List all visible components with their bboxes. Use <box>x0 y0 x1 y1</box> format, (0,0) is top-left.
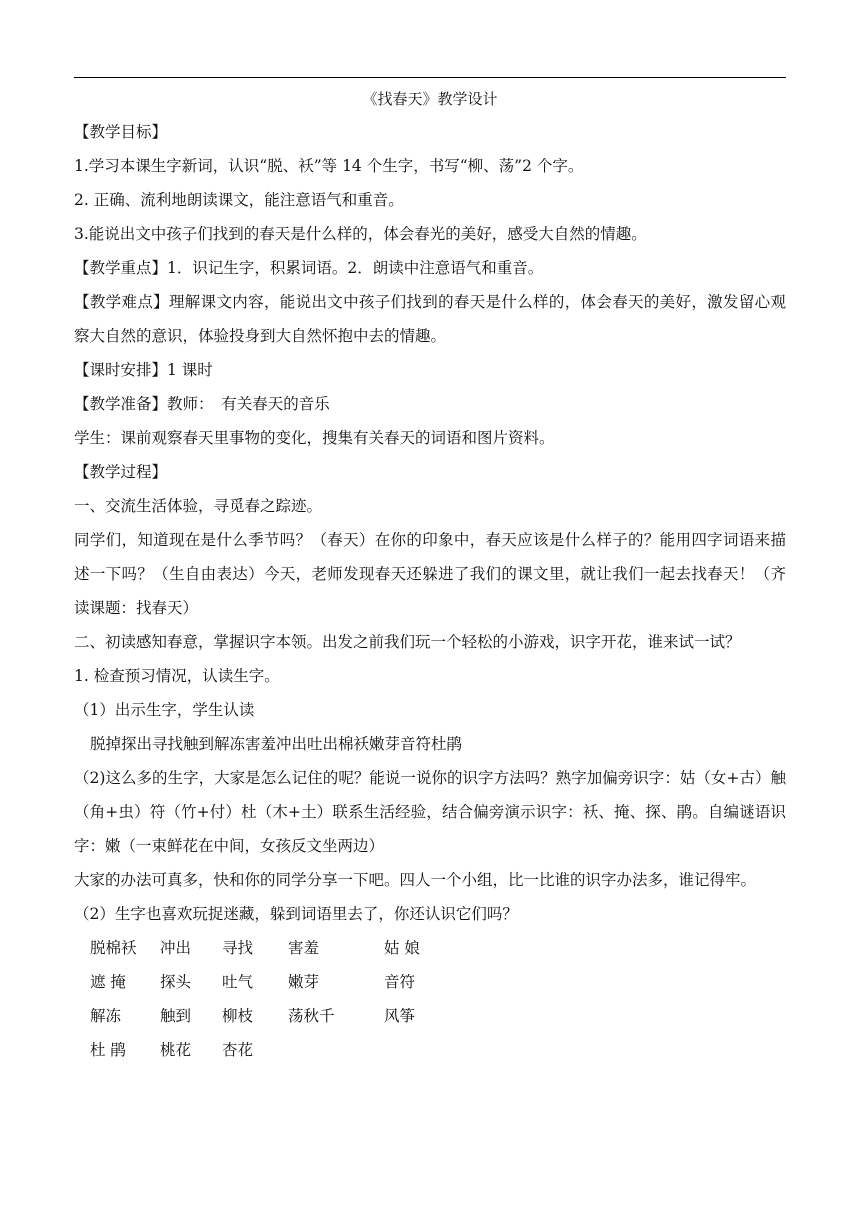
word-table <box>90 931 464 1067</box>
difficult-points: 【教学难点】理解课文内容，能说出文中孩子们找到的春天是什么样的，体会春天的美好，激发留心观察大自然的意识，体验投身到大自然怀抱中去的情趣。 <box>74 293 786 345</box>
substep-check-preview: 1. 检查预习情况，认读生字。 <box>74 667 280 685</box>
document-title: 《找春天》教学设计 <box>362 90 498 108</box>
document-body <box>74 115 786 1067</box>
objective-1: 1.学习本课生字新词，认识“脱、袄”等 14 个生字，书写“柳、荡”2 个字。 <box>74 157 584 175</box>
step-1-paragraph: 同学们，知道现在是什么季节吗？（春天）在你的印象中，春天应该是什么样子的？能用四字词语来描述一下吗？（生自由表达）今天，老师发现春天还躲进了我们的课文里，就让我们一起去找春天！（齐读课题：找春天） <box>74 531 786 617</box>
word-row <box>90 965 464 999</box>
word-cell: 荡秋千 <box>288 1007 335 1025</box>
word-cell: 脱棉袄 <box>90 939 137 957</box>
word-cell: 风筝 <box>384 1007 416 1025</box>
preparation-student: 学生：课前观察春天里事物的变化，搜集有关春天的词语和图片资料。 <box>74 429 555 447</box>
word-cell: 姑 娘 <box>384 939 420 957</box>
word-cell: 寻找 <box>222 939 254 957</box>
word-cell: 柳枝 <box>222 1007 254 1025</box>
step-1-heading: 一、交流生活体验，寻觅春之踪迹。 <box>74 497 323 515</box>
word-row <box>90 999 464 1033</box>
section-heading-process: 【教学过程】 <box>74 463 168 481</box>
word-cell: 害羞 <box>288 939 320 957</box>
word-row <box>90 1033 464 1067</box>
key-points: 【教学重点】1．识记生字，积累词语。2．朗读中注意语气和重音。 <box>74 259 544 277</box>
word-cell: 触到 <box>160 1007 192 1025</box>
header-rule <box>74 77 786 78</box>
word-cell: 解冻 <box>90 1007 122 1025</box>
objective-2: 2. 正确、流利地朗读课文，能注意语气和重音。 <box>74 191 404 209</box>
section-heading-objectives: 【教学目标】 <box>74 123 168 141</box>
preparation-teacher: 【教学准备】教师： 有关春天的音乐 <box>74 395 330 413</box>
objective-3: 3.能说出文中孩子们找到的春天是什么样的，体会春光的美好，感受大自然的情趣。 <box>74 225 647 243</box>
word-cell: 吐气 <box>222 973 254 991</box>
share-paragraph: 大家的办法可真多，快和你的同学分享一下吧。四人一个小组，比一比谁的识字办法多，谁记得牢。 <box>74 871 757 889</box>
word-cell: 杜 鹃 <box>90 1041 126 1059</box>
word-cell <box>384 1033 464 1067</box>
word-cell: 探头 <box>160 973 192 991</box>
word-cell: 桃花 <box>160 1041 192 1059</box>
substep-words-game: （2）生字也喜欢玩捉迷藏，躲到词语里去了，你还认识它们吗？ <box>74 905 518 923</box>
memory-methods-paragraph: （2)这么多的生字，大家是怎么记住的呢？能说一说你的识字方法吗？熟字加偏旁识字：姑（女+古）触（角+虫）符（竹+付）杜（木+土）联系生活经验，结合偏旁演示识字：袄、掩、探、鹃。自编谜语识字：嫩（一束鲜花在中间，女孩反文坐两边） <box>74 769 786 855</box>
new-characters-list: 脱掉探出寻找触到解冻害羞冲出吐出棉袄嫩芽音符杜鹃 <box>90 735 463 753</box>
word-cell: 音符 <box>384 973 416 991</box>
word-cell: 嫩芽 <box>288 973 320 991</box>
word-cell: 遮 掩 <box>90 973 126 991</box>
word-cell: 冲出 <box>160 939 192 957</box>
word-cell <box>288 1033 384 1067</box>
step-2-heading: 二、初读感知春意，掌握识字本领。出发之前我们玩一个轻松的小游戏，识字开花，谁来试一试？ <box>74 633 741 651</box>
substep-show-characters: （1）出示生字，学生认读 <box>74 701 255 719</box>
schedule: 【课时安排】1 课时 <box>74 361 213 379</box>
word-cell: 杏花 <box>222 1041 254 1059</box>
word-row <box>90 931 464 965</box>
